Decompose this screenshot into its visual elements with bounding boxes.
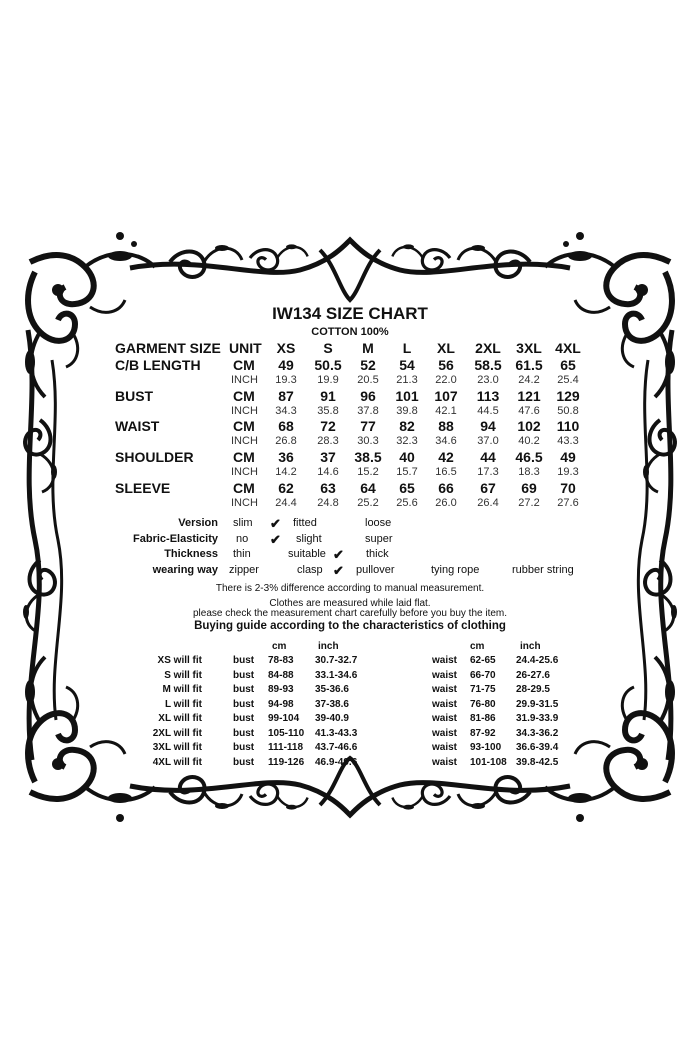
check-mark-icon: ✔: [333, 547, 344, 562]
cell-cm: 40: [399, 449, 415, 465]
cell-cm: 121: [517, 388, 541, 404]
guide-waist-label: waist: [432, 684, 458, 695]
guide-bust-inch: 41.3-43.3: [315, 727, 358, 739]
cell-cm: 88: [438, 418, 454, 434]
unit-inch: INCH: [231, 405, 258, 417]
cell-cm: 69: [521, 480, 537, 496]
guide-waist-inch: 31.9-33.9: [516, 713, 559, 724]
unit-inch: INCH: [231, 466, 258, 478]
guide-bust-label: bust: [233, 669, 255, 681]
guide-waist-cm-header: cm: [470, 641, 485, 652]
guide-waist-label: waist: [432, 742, 458, 753]
cell-inch: 26.4: [477, 497, 499, 509]
cell-inch: 23.0: [477, 374, 499, 386]
cell-inch: 50.8: [557, 405, 579, 417]
cell-cm: 50.5: [314, 357, 342, 373]
guide-waist-inch: 34.3-36.2: [516, 727, 559, 739]
cell-cm: 36: [278, 449, 294, 465]
attribute-option: slim: [233, 517, 253, 529]
guide-bust-cm: 105-110: [268, 727, 305, 739]
guide-bust-cm: 99-104: [268, 713, 300, 724]
guide-waist-label: waist: [432, 756, 458, 768]
check-mark-icon: ✔: [270, 516, 281, 531]
cell-cm: 77: [360, 418, 376, 434]
unit-cm: CM: [233, 480, 255, 496]
cell-cm: 129: [556, 388, 580, 404]
guide-waist-inch: 28-29.5: [516, 684, 550, 695]
cell-cm: 91: [320, 388, 336, 404]
garment-size-header: GARMENT SIZE: [115, 340, 221, 356]
cell-inch: 15.2: [357, 466, 379, 478]
size-header-xs: XS: [276, 340, 296, 356]
unit-cm: CM: [233, 357, 255, 373]
guide-fit-label: 3XL will fit: [152, 742, 202, 753]
attribute-option: super: [365, 533, 393, 545]
guide-bust-cm: 94-98: [268, 698, 294, 710]
attribute-label-version: Version: [178, 517, 218, 529]
unit-cm: CM: [233, 418, 255, 434]
guide-bust-label: bust: [233, 713, 255, 724]
guide-bust-cm: 111-118: [268, 742, 304, 753]
attribute-option: loose: [365, 517, 392, 529]
attribute-label-thickness: Thickness: [164, 548, 218, 560]
attribute-option: pullover: [356, 564, 395, 576]
cell-inch: 19.3: [275, 374, 297, 386]
cell-cm: 72: [320, 418, 336, 434]
guide-bust-inch: 46.9-49.6: [315, 756, 358, 768]
guide-fit-label: 4XL will fit: [152, 756, 202, 768]
cell-inch: 27.2: [518, 497, 540, 509]
guide-bust-inch: 33.1-34.6: [315, 669, 358, 681]
cell-cm: 44: [480, 449, 496, 465]
cell-inch: 14.2: [275, 466, 297, 478]
note-line: Clothes are measured while laid flat.: [269, 598, 431, 609]
cell-inch: 40.2: [518, 435, 540, 447]
check-mark-icon: ✔: [270, 532, 281, 547]
buying-guide-title: Buying guide according to the characteristics of clothing: [194, 620, 506, 632]
cell-inch: 24.8: [317, 497, 339, 509]
guide-waist-inch: 39.8-42.5: [516, 756, 559, 768]
cell-inch: 32.3: [396, 435, 418, 447]
attribute-option: slight: [296, 533, 322, 545]
cell-cm: 38.5: [354, 449, 382, 465]
unit-header: UNIT: [229, 340, 262, 356]
unit-cm: CM: [233, 388, 255, 404]
cell-inch: 28.3: [317, 435, 339, 447]
cell-cm: 63: [320, 480, 336, 496]
guide-bust-inch: 35-36.6: [315, 684, 349, 695]
cell-cm: 61.5: [515, 357, 543, 373]
guide-fit-label: S will fit: [164, 669, 202, 681]
cell-inch: 42.1: [435, 405, 457, 417]
cell-cm: 56: [438, 357, 454, 373]
guide-bust-cm: 78-83: [268, 655, 294, 666]
guide-waist-cm: 76-80: [470, 698, 496, 710]
attribute-label-wearing-way: wearing way: [152, 564, 218, 576]
guide-waist-inch: 26-27.6: [516, 669, 550, 681]
cell-inch: 43.3: [557, 435, 579, 447]
cell-inch: 37.0: [477, 435, 499, 447]
cell-inch: 25.4: [557, 374, 579, 386]
guide-waist-cm: 87-92: [470, 727, 496, 739]
cell-cm: 68: [278, 418, 294, 434]
row-label-sleeve: SLEEVE: [115, 480, 171, 496]
cell-cm: 65: [560, 357, 576, 373]
row-label-waist: WAIST: [115, 418, 160, 434]
guide-fit-label: L will fit: [164, 698, 202, 710]
guide-bust-label: bust: [233, 727, 255, 739]
guide-bust-inch-header: inch: [318, 641, 339, 652]
size-header-s: S: [323, 340, 333, 356]
guide-bust-cm: 119-126: [268, 756, 305, 768]
cell-cm: 37: [320, 449, 336, 465]
note-line: There is 2-3% difference according to manual measurement.: [215, 583, 485, 594]
guide-waist-cm: 81-86: [470, 713, 496, 724]
cell-inch: 19.9: [317, 374, 339, 386]
cell-inch: 26.8: [275, 435, 297, 447]
guide-bust-inch: 30.7-32.7: [315, 655, 358, 666]
cell-inch: 26.0: [435, 497, 457, 509]
size-header-m: M: [362, 340, 374, 356]
guide-bust-cm: 84-88: [268, 669, 294, 681]
unit-inch: INCH: [231, 435, 258, 447]
cell-inch: 24.4: [275, 497, 297, 509]
cell-cm: 102: [517, 418, 541, 434]
cell-cm: 67: [480, 480, 496, 496]
cell-inch: 19.3: [557, 466, 579, 478]
guide-bust-cm-header: cm: [272, 641, 287, 652]
cell-inch: 27.6: [557, 497, 579, 509]
guide-waist-label: waist: [432, 727, 458, 739]
guide-bust-label: bust: [233, 655, 255, 666]
cell-inch: 44.5: [477, 405, 499, 417]
guide-waist-inch: 24.4-25.6: [516, 655, 559, 666]
cell-inch: 35.8: [317, 405, 339, 417]
guide-waist-inch-header: inch: [520, 641, 541, 652]
cell-cm: 94: [480, 418, 496, 434]
cell-cm: 87: [278, 388, 294, 404]
size-header-3xl: 3XL: [516, 340, 542, 356]
attribute-option: no: [236, 533, 249, 545]
page-title: IW134 SIZE CHART: [272, 304, 428, 323]
guide-fit-label: XL will fit: [158, 713, 202, 724]
cell-inch: 20.5: [357, 374, 379, 386]
row-label-bust: BUST: [115, 388, 154, 404]
attribute-option: suitable: [288, 548, 326, 560]
cell-cm: 54: [399, 357, 415, 373]
guide-waist-cm: 101-108: [470, 756, 507, 768]
guide-waist-inch: 29.9-31.5: [516, 698, 559, 710]
guide-bust-inch: 39-40.9: [315, 713, 349, 724]
guide-waist-label: waist: [432, 669, 458, 681]
cell-cm: 42: [438, 449, 454, 465]
cell-inch: 34.3: [275, 405, 297, 417]
guide-waist-cm: 62-65: [470, 655, 496, 666]
guide-waist-label: waist: [432, 698, 458, 710]
cell-cm: 110: [556, 418, 580, 434]
guide-waist-cm: 71-75: [470, 684, 496, 695]
guide-waist-cm: 66-70: [470, 669, 496, 681]
attribute-label-fabric-elasticity: Fabric-Elasticity: [133, 533, 218, 545]
note-line: please check the measurement chart carefully before you buy the item.: [192, 608, 508, 619]
cell-inch: 39.8: [396, 405, 418, 417]
size-header-4xl: 4XL: [555, 340, 581, 356]
attribute-option: clasp: [297, 564, 323, 576]
cell-cm: 66: [438, 480, 454, 496]
cell-inch: 16.5: [435, 466, 457, 478]
cell-inch: 25.2: [357, 497, 379, 509]
cell-inch: 47.6: [518, 405, 540, 417]
guide-bust-inch: 37-38.6: [315, 698, 349, 710]
cell-cm: 82: [399, 418, 415, 434]
guide-waist-label: waist: [432, 713, 458, 724]
guide-waist-cm: 93-100: [470, 742, 502, 753]
guide-bust-label: bust: [233, 756, 255, 768]
cell-cm: 46.5: [515, 449, 543, 465]
guide-fit-label: XS will fit: [157, 655, 202, 666]
cell-cm: 101: [395, 388, 419, 404]
guide-waist-inch: 36.6-39.4: [516, 742, 559, 753]
unit-inch: INCH: [231, 374, 258, 386]
check-mark-icon: ✔: [333, 563, 344, 578]
attribute-option: thick: [366, 548, 389, 560]
cell-inch: 15.7: [396, 466, 418, 478]
guide-waist-label: waist: [432, 655, 458, 666]
cell-cm: 107: [434, 388, 458, 404]
cell-cm: 62: [278, 480, 294, 496]
guide-bust-label: bust: [233, 698, 255, 710]
attribute-option: rubber string: [512, 564, 574, 576]
guide-fit-label: 2XL will fit: [152, 727, 202, 739]
guide-bust-label: bust: [233, 684, 255, 695]
cell-inch: 34.6: [435, 435, 457, 447]
cell-inch: 30.3: [357, 435, 379, 447]
cell-cm: 113: [476, 388, 500, 404]
attribute-option: thin: [233, 548, 251, 560]
unit-inch: INCH: [231, 497, 258, 509]
fabric-subtitle: COTTON 100%: [311, 326, 389, 338]
cell-inch: 37.8: [357, 405, 379, 417]
row-label-shoulder: SHOULDER: [115, 449, 194, 465]
guide-bust-inch: 43.7-46.6: [315, 742, 358, 753]
row-label-c-b-length: C/B LENGTH: [115, 357, 201, 373]
cell-inch: 24.2: [518, 374, 540, 386]
attribute-option: zipper: [229, 564, 259, 576]
cell-cm: 49: [560, 449, 576, 465]
cell-inch: 22.0: [435, 374, 457, 386]
unit-cm: CM: [233, 449, 255, 465]
guide-bust-cm: 89-93: [268, 684, 294, 695]
size-header-xl: XL: [437, 340, 455, 356]
cell-inch: 25.6: [396, 497, 418, 509]
cell-cm: 52: [360, 357, 376, 373]
size-header-l: L: [402, 340, 412, 356]
cell-cm: 96: [360, 388, 376, 404]
size-header-2xl: 2XL: [475, 340, 501, 356]
attribute-option: tying rope: [431, 564, 480, 576]
cell-cm: 70: [560, 480, 576, 496]
cell-inch: 17.3: [477, 466, 499, 478]
cell-cm: 58.5: [474, 357, 502, 373]
cell-cm: 65: [399, 480, 415, 496]
cell-cm: 64: [360, 480, 376, 496]
attribute-option: fitted: [293, 517, 317, 529]
guide-fit-label: M will fit: [162, 684, 202, 695]
cell-inch: 18.3: [518, 466, 540, 478]
cell-inch: 21.3: [396, 374, 418, 386]
guide-bust-label: bust: [233, 742, 255, 753]
cell-cm: 49: [278, 357, 294, 373]
cell-inch: 14.6: [317, 466, 339, 478]
